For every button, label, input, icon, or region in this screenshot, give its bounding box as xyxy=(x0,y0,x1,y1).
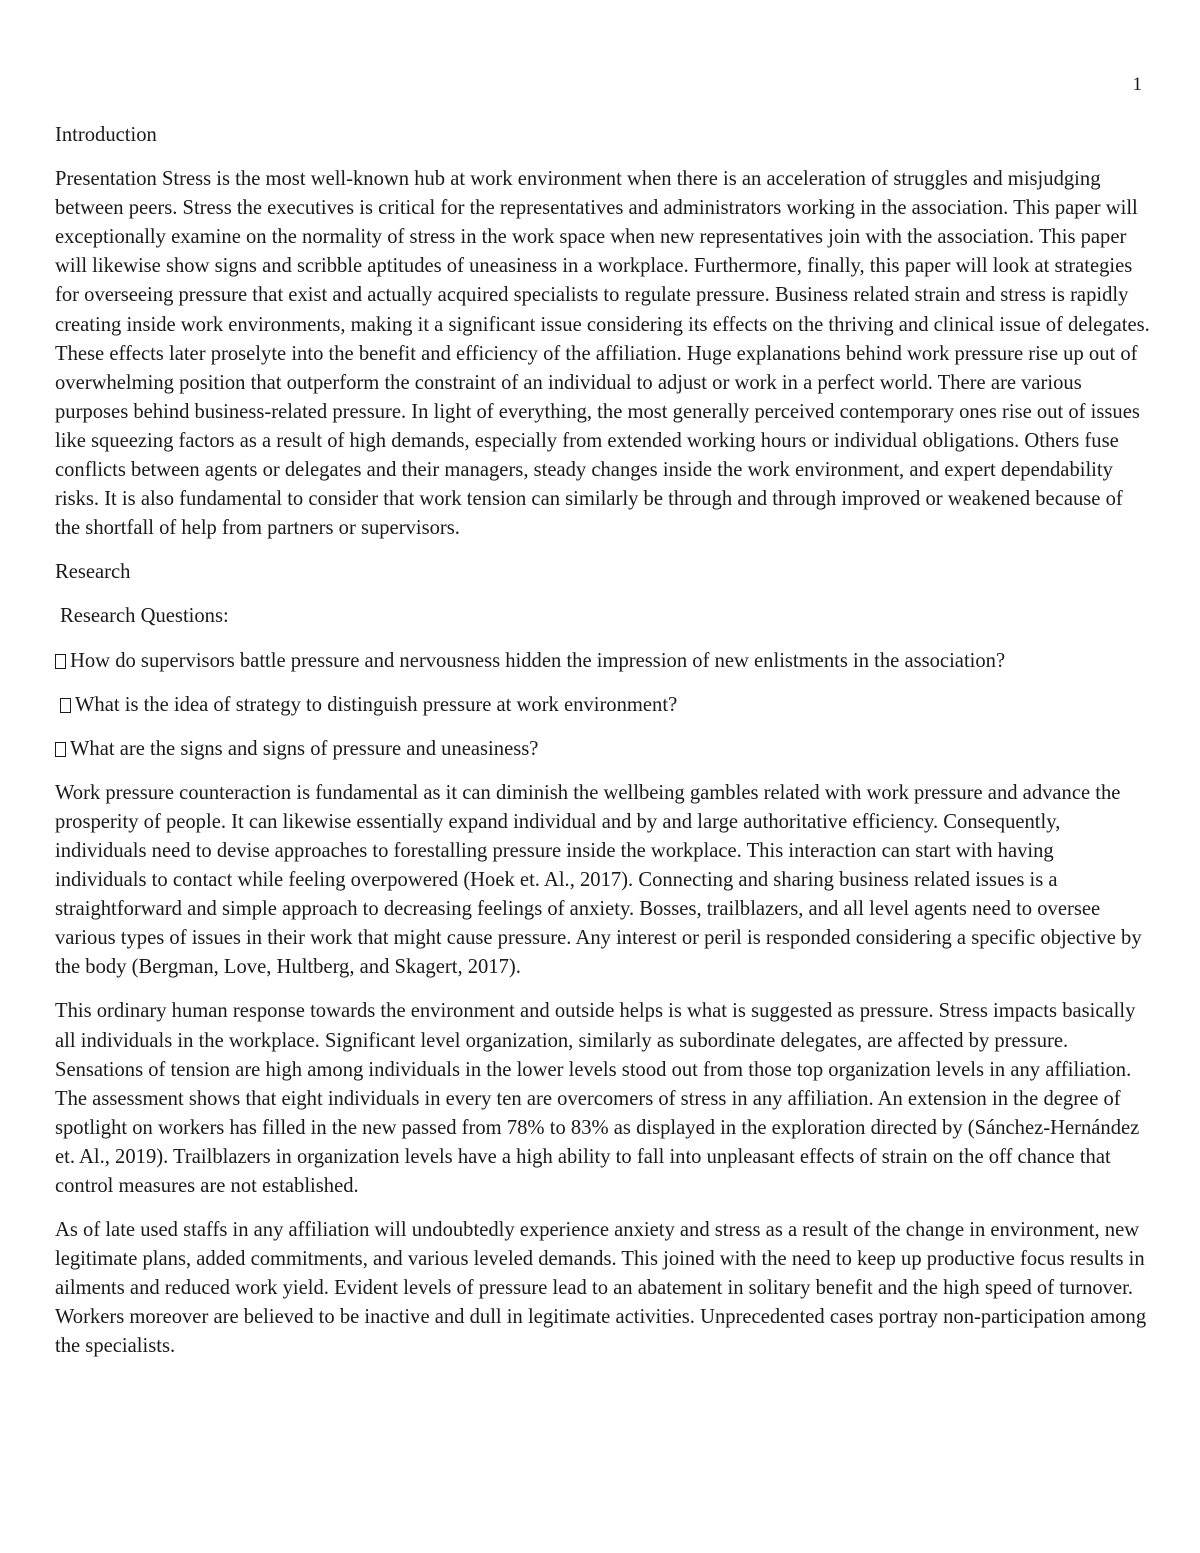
research-question-item xyxy=(55,735,1150,764)
research-question-text: What is the idea of strategy to distinguish pressure at work environment? xyxy=(75,693,678,716)
research-heading: Research xyxy=(55,561,131,584)
introduction-heading: Introduction xyxy=(55,124,157,146)
missing-glyph-bullet-icon xyxy=(60,698,71,713)
research-questions-heading: Research Questions: xyxy=(60,605,229,628)
document-body xyxy=(55,121,1150,1377)
introduction-paragraph: Presentation Stress is the most well-known hub at work environment when there is an acceleration of struggles and misjudging between peers. Stress the executives is critical for the representatives and administrators working in the association. This paper will exceptionally examine on the normality of stress in the work space when new representatives join with the association. This paper will likewise show signs and scribble aptitudes of uneasiness in a workplace. Furthermore, finally, this paper will look at strategies for overseeing pressure that exist and actually acquired specialists to regulate pressure. Business related strain and stress is rapidly creating inside work environments, making it a significant issue considering its effects on the thriving and clinical issue of delegates. These effects later proselyte into the benefit and efficiency of the affiliation. Huge explanations behind work pressure rise up out of overwhelming position that outperform the constraint of an individual to adjust or work in a perfect world. There are various purposes behind business-related pressure. In light of everything, the most generally perceived contemporary ones rise out of issues like squeezing factors as a result of high demands, especially from extended working hours or individual obligations. Others fuse conflicts between agents or delegates and their managers, steady changes inside the work environment, and expert dependability risks. It is also fundamental to consider that work tension can similarly be through and through improved or weakened because of the shortfall of help from partners or supervisors. xyxy=(55,168,1150,540)
research-question-item xyxy=(55,691,1150,720)
research-question-text: How do supervisors battle pressure and nervousness hidden the impression of new enlistments in the association? xyxy=(70,649,1006,672)
missing-glyph-bullet-icon xyxy=(55,742,66,757)
body-paragraph: Work pressure counteraction is fundamental as it can diminish the wellbeing gambles related with work pressure and advance the prosperity of people. It can likewise essentially expand individual and by and large authoritative efficiency. Consequently, individuals need to devise approaches to forestalling pressure inside the workplace. This interaction can start with having individuals to contact while feeling overpowered (Hoek et. Al., 2017). Connecting and sharing business related issues is a straightforward and simple approach to decreasing feelings of anxiety. Bosses, trailblazers, and all level agents need to oversee various types of issues in their work that might cause pressure. Any interest or peril is responded considering a specific objective by the body (Bergman, Love, Hultberg, and Skagert, 2017). xyxy=(55,781,1142,979)
research-question-text: What are the signs and signs of pressure and uneasiness? xyxy=(70,737,539,760)
research-question-item xyxy=(55,647,1150,676)
missing-glyph-bullet-icon xyxy=(55,654,66,669)
page-number: 1 xyxy=(1132,74,1142,95)
body-paragraph: This ordinary human response towards the environment and outside helps is what is suggested as pressure. Stress impacts basically all individuals in the workplace. Significant level organization, similarly as subordinate delegates, are affected by pressure. Sensations of tension are high among individuals in the lower levels stood out from those top organization levels in any affiliation. The assessment shows that eight individuals in every ten are overcomers of stress in any affiliation. An extension in the degree of spotlight on workers has filled in the new passed from 78% to 83% as displayed in the exploration directed by (Sánchez-Hernández et. Al., 2019). Trailblazers in organization levels have a high ability to fall into unpleasant effects of strain on the off chance that control measures are not established. xyxy=(55,1000,1140,1197)
body-paragraph: As of late used staffs in any affiliation will undoubtedly experience anxiety and stress as a result of the change in environment, new legitimate plans, added commitments, and various leveled demands. This joined with the need to keep up productive focus results in ailments and reduced work yield. Evident levels of pressure lead to an abatement in solitary benefit and the high speed of turnover. Workers moreover are believed to be inactive and dull in legitimate activities. Unprecedented cases portray non-participation among the specialists. xyxy=(55,1219,1147,1358)
